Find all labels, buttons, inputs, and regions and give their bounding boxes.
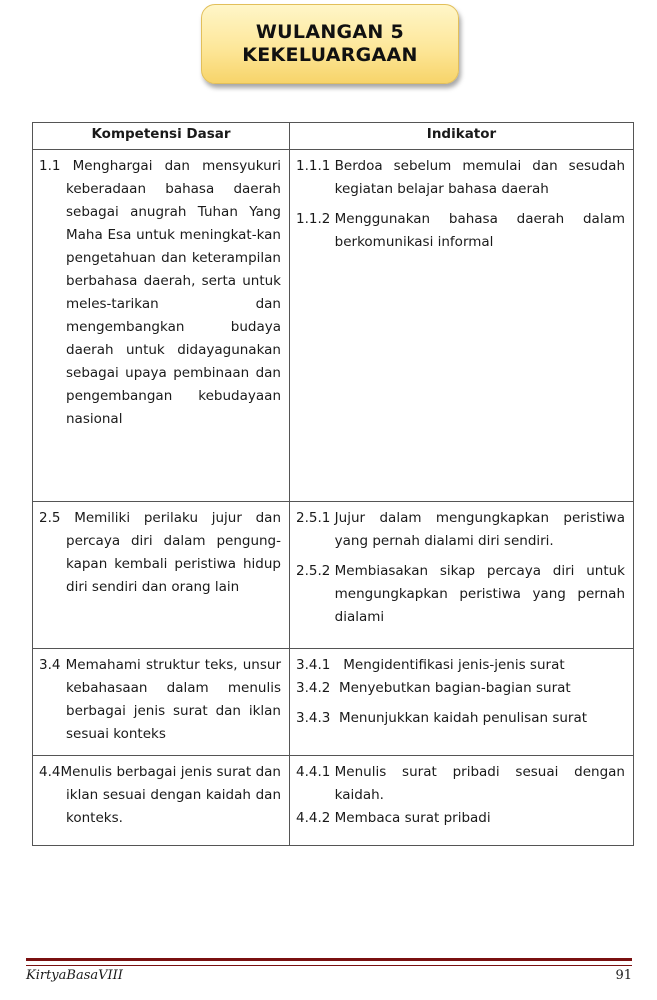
competency-table [32,122,634,846]
kd-text: 3.4 Memahami struktur teks, unsur kebahasaan dalam menulis berbagai jenis surat dan iklan sesuai konteks [39,657,281,742]
page-number: 91 [615,968,632,983]
indicator-text: Menunjukkan kaidah penulisan surat [338,710,588,726]
table-row [33,502,634,649]
kd-cell [33,502,290,649]
indicator-number: 2.5.2 [296,563,335,579]
header-kompetensi-dasar: Kompetensi Dasar [33,123,290,150]
indicator-cell [290,150,634,502]
indicator-item [296,807,625,830]
table-row [33,150,634,502]
indicator-text: Jujur dalam mengungkapkan peristiwa yang pernah dialami diri sendiri. [334,510,625,549]
indicator-item [296,677,625,700]
indicator-number: 4.4.2 [296,810,335,826]
indicator-text: Berdoa sebelum memulai dan sesudah kegiatan belajar bahasa daerah [334,158,625,197]
indicator-cell [290,502,634,649]
indicator-item [296,654,625,677]
header-indikator: Indikator [290,123,634,150]
indicator-cell [290,649,634,756]
chapter-title-box [201,4,459,84]
indicator-item [296,507,625,553]
chapter-title: KEKELUARGAAN [242,44,418,66]
indicator-item [296,761,625,807]
indicator-cell [290,756,634,846]
chapter-number: WULANGAN 5 [255,21,405,43]
indicator-number: 3.4.3 [296,710,339,726]
indicator-text: Menulis surat pribadi sesuai dengan kaidah. [334,764,625,803]
kd-text: 2.5 Memiliki perilaku jujur dan percaya diri dalam pengung-kapan kembali peristiwa hidup diri sendiri dan orang lain [39,510,281,595]
indicator-text: Menggunakan bahasa daerah dalam berkomunikasi informal [334,211,625,250]
indicator-text: Menyebutkan bagian-bagian surat [338,680,571,696]
indicator-number: 3.4.2 [296,680,339,696]
indicator-item [296,560,625,629]
indicator-number: 1.1.2 [296,211,335,227]
indicator-text: Mengidentifikasi jenis-jenis surat [343,657,565,673]
indicator-text: Membaca surat pribadi [334,810,491,826]
kd-cell [33,150,290,502]
indicator-number: 4.4.1 [296,764,335,780]
indicator-item [296,155,625,201]
kd-text: 1.1 Menghargai dan mensyukuri keberadaan bahasa daerah sebagai anugrah Tuhan Yang Maha Esa untuk meningkat-kan pengetahuan dan keterampilan berbahasa daerah, serta untuk meles-tarikan dan mengembangkan budaya daerah untuk didayagunakan sebagai upaya pembinaan dan pengembangan kebudayaan nasional [39,158,281,427]
indicator-number: 1.1.1 [296,158,335,174]
kd-text: 4.4Menulis berbagai jenis surat dan iklan sesuai dengan kaidah dan konteks. [39,764,281,826]
indicator-item [296,208,625,254]
footer-book-title: KirtyaBasaVIII [26,968,123,983]
footer-divider [26,958,632,966]
indicator-number: 2.5.1 [296,510,335,526]
indicator-item [296,707,625,730]
table-row [33,756,634,846]
table-header-row [33,123,634,150]
kd-cell [33,756,290,846]
indicator-text: Membiasakan sikap percaya diri untuk mengungkapkan peristiwa yang pernah dialami [334,563,625,625]
table-row [33,649,634,756]
kd-cell [33,649,290,756]
indicator-number: 3.4.1 [296,657,344,673]
